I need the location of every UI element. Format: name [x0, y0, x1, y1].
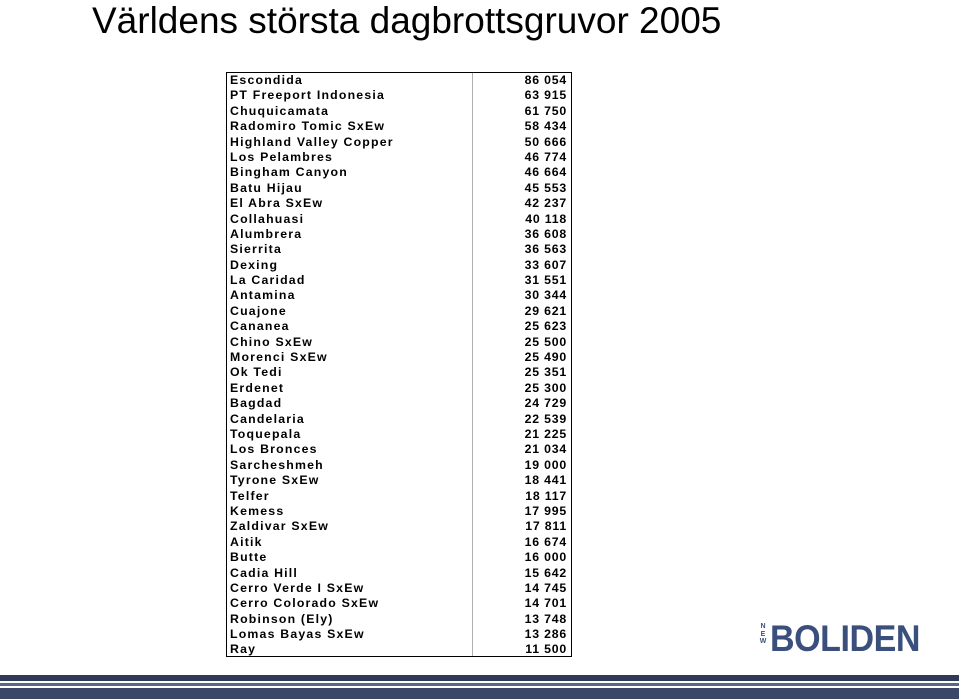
- table-row: [227, 396, 571, 411]
- mine-production-value: 13 286: [524, 627, 567, 642]
- mine-production-value: 25 490: [524, 350, 567, 365]
- mine-production-value: 21 034: [524, 442, 567, 457]
- mine-production-value: 58 434: [524, 119, 567, 134]
- table-row: [227, 288, 571, 303]
- mine-name: Ok Tedi: [230, 365, 283, 380]
- mine-name: Chuquicamata: [230, 103, 330, 118]
- mine-production-value: 31 551: [524, 273, 567, 288]
- mine-production-value: 18 441: [524, 473, 567, 488]
- boliden-logo: [756, 618, 936, 659]
- mine-production-value: 45 553: [524, 180, 567, 195]
- mine-name: PT Freeport Indonesia: [230, 88, 386, 103]
- mine-production-value: 25 300: [524, 380, 567, 395]
- mine-name: Cadia Hill: [230, 565, 299, 580]
- mine-name: Antamina: [230, 288, 296, 303]
- mine-name: Toquepala: [230, 426, 302, 441]
- logo-mark: [756, 623, 770, 653]
- mine-production-value: 33 607: [524, 257, 567, 272]
- table-row: [227, 181, 571, 196]
- table-row: [227, 519, 571, 534]
- mine-production-value: 15 642: [524, 565, 567, 580]
- mine-production-value: 19 000: [524, 457, 567, 472]
- mine-name: Robinson (Ely): [230, 611, 334, 626]
- logo-mark-letter: E: [760, 630, 766, 638]
- mine-name: Sierrita: [230, 242, 282, 257]
- mine-name: Chino SxEw: [230, 334, 314, 349]
- footer-stripe: [0, 688, 959, 699]
- table-row: [227, 135, 571, 150]
- table-row: [227, 150, 571, 165]
- mine-name: El Abra SxEw: [230, 196, 324, 211]
- table-row: [227, 473, 571, 488]
- mine-name: Escondida: [230, 73, 303, 87]
- mine-production-value: 86 054: [524, 73, 567, 87]
- mine-production-value: 61 750: [524, 103, 567, 118]
- mine-name: Cerro Verde I SxEw: [230, 580, 365, 595]
- table-row: [227, 596, 571, 611]
- table-row: [227, 227, 571, 242]
- footer-stripe: [0, 675, 959, 681]
- table-row: [227, 196, 571, 211]
- mine-production-value: 17 995: [524, 503, 567, 518]
- mine-name: Erdenet: [230, 380, 285, 395]
- table-row: [227, 642, 571, 657]
- table-row: [227, 442, 571, 457]
- mine-name: Los Bronces: [230, 442, 318, 457]
- mines-table: [226, 72, 572, 657]
- table-row: [227, 258, 571, 273]
- table-row: [227, 627, 571, 642]
- mine-name: Butte: [230, 550, 268, 565]
- table-row: [227, 365, 571, 380]
- mine-production-value: 17 811: [525, 519, 567, 534]
- mine-production-value: 40 118: [525, 211, 567, 226]
- table-row: [227, 566, 571, 581]
- mine-production-value: 11 500: [525, 642, 567, 657]
- mine-name: Cuajone: [230, 303, 287, 318]
- table-row: [227, 212, 571, 227]
- mine-name: Zaldivar SxEw: [230, 519, 329, 534]
- mine-name: Aitik: [230, 534, 263, 549]
- mine-name: Dexing: [230, 257, 279, 272]
- table-row: [227, 304, 571, 319]
- mine-production-value: 14 745: [524, 580, 567, 595]
- mine-production-value: 36 563: [524, 242, 567, 257]
- mine-name: Candelaria: [230, 411, 305, 426]
- mine-name: Batu Hijau: [230, 180, 303, 195]
- mine-name: Los Pelambres: [230, 149, 334, 164]
- mine-production-value: 30 344: [524, 288, 567, 303]
- table-row: [227, 612, 571, 627]
- mine-name: Cananea: [230, 319, 290, 334]
- table-row: [227, 504, 571, 519]
- table-row: [227, 88, 571, 103]
- table-row: [227, 319, 571, 334]
- logo-mark-letter: N: [760, 623, 766, 630]
- logo-wordmark: BOLIDEN: [770, 618, 920, 659]
- table-rows: [227, 73, 571, 658]
- table-row: [227, 73, 571, 88]
- mine-production-value: 18 117: [525, 488, 567, 503]
- mine-name: Tyrone SxEw: [230, 473, 320, 488]
- table-row: [227, 550, 571, 565]
- mine-name: Sarcheshmeh: [230, 457, 324, 472]
- table-row: [227, 535, 571, 550]
- mine-production-value: 24 729: [524, 396, 567, 411]
- mine-name: Telfer: [230, 488, 270, 503]
- slide-title: Världens största dagbrottsgruvor 2005: [92, 0, 722, 41]
- mine-production-value: 25 623: [524, 319, 567, 334]
- footer-stripe: [0, 683, 959, 686]
- table-row: [227, 489, 571, 504]
- mine-name: Morenci SxEw: [230, 350, 328, 365]
- mine-production-value: 14 701: [524, 596, 567, 611]
- table-row: [227, 273, 571, 288]
- mine-name: Bingham Canyon: [230, 165, 348, 180]
- table-row: [227, 427, 571, 442]
- mine-name: Radomiro Tomic SxEw: [230, 119, 386, 134]
- mine-name: Lomas Bayas SxEw: [230, 627, 365, 642]
- mine-production-value: 50 666: [524, 134, 567, 149]
- mine-production-value: 22 539: [524, 411, 567, 426]
- mine-name: Highland Valley Copper: [230, 134, 394, 149]
- mine-production-value: 13 748: [524, 611, 567, 626]
- mine-name: Kemess: [230, 503, 285, 518]
- mine-production-value: 46 664: [524, 165, 567, 180]
- table-row: [227, 581, 571, 596]
- table-row: [227, 350, 571, 365]
- footer-stripes: [0, 675, 959, 699]
- mine-production-value: 63 915: [524, 88, 567, 103]
- table-row: [227, 335, 571, 350]
- mine-production-value: 46 774: [524, 149, 567, 164]
- mine-name: Cerro Colorado SxEw: [230, 596, 380, 611]
- table-row: [227, 458, 571, 473]
- mine-name: Alumbrera: [230, 226, 303, 241]
- mine-production-value: 29 621: [524, 303, 567, 318]
- mine-production-value: 16 000: [524, 550, 567, 565]
- table-row: [227, 412, 571, 427]
- table-row: [227, 381, 571, 396]
- table-row: [227, 104, 571, 119]
- mine-name: Ray: [230, 642, 257, 657]
- mine-production-value: 36 608: [524, 226, 567, 241]
- mine-production-value: 21 225: [524, 426, 567, 441]
- mine-production-value: 42 237: [524, 196, 567, 211]
- mine-name: Collahuasi: [230, 211, 305, 226]
- table-row: [227, 165, 571, 180]
- table-row: [227, 242, 571, 257]
- mine-production-value: 16 674: [524, 534, 567, 549]
- mine-production-value: 25 500: [524, 334, 567, 349]
- table-row: [227, 119, 571, 134]
- mine-name: Bagdad: [230, 396, 283, 411]
- logo-mark-letter: W: [759, 638, 767, 645]
- mine-production-value: 25 351: [524, 365, 567, 380]
- mine-name: La Caridad: [230, 273, 306, 288]
